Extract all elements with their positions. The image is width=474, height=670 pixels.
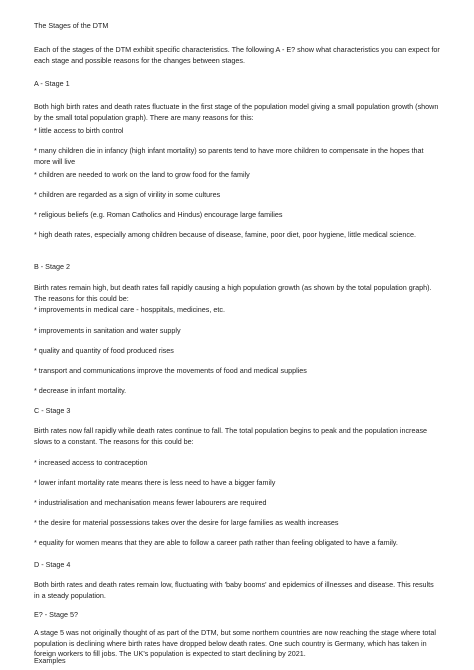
stage-d-heading: D - Stage 4 (34, 560, 71, 569)
stage-e-body: A stage 5 was not originally thought of as part of the DTM, but some northern countries are now reaching the stage where total population is declining where birth rates have dropped below death rates. One such country is Germany, which has taken in foreign workers to fill jobs. The UK's population is expected to start declining by 2021. (34, 628, 436, 659)
stage-b-point: * quality and quantity of food produced rises (34, 346, 174, 355)
stage-a-point: * children are needed to work on the land to grow food for the family (34, 170, 250, 179)
intro-paragraph: Each of the stages of the DTM exhibit specific characteristics. The following A - E? show what characteristics you can expect for each stage and possible reasons for the changes between stages. (34, 45, 440, 65)
stage-b-point: * improvements in medical care - hosppitals, medicines, etc. (34, 305, 225, 314)
stage-a-point: * little access to birth control (34, 126, 124, 135)
stage-c-point: * equality for women means that they are able to follow a career path rather than feeling obligated to have a family. (34, 538, 398, 547)
stage-a-point: * children are regarded as a sign of virility in some cultures (34, 190, 221, 199)
stage-b-point: * transport and communications improve the movements of food and medical supplies (34, 366, 307, 375)
stage-a-point: * high death rates, especially among children because of disease, famine, poor diet, poor hygiene, little medical science. (34, 230, 416, 239)
stage-b-heading: B - Stage 2 (34, 262, 70, 271)
stage-c-heading: C - Stage 3 (34, 406, 71, 415)
stage-b-point: * decrease in infant mortality. (34, 386, 127, 395)
stage-c-body: Birth rates now fall rapidly while death rates continue to fall. The total population begins to peak and the population increase slows to a constant. The reasons for this could be: (34, 426, 428, 446)
stage-a-heading: A - Stage 1 (34, 79, 70, 88)
stage-a-point: * many children die in infancy (high infant mortality) so parents tend to have more children to compensate in the hopes that more will live (34, 146, 424, 166)
stage-a-body: Both high birth rates and death rates fluctuate in the first stage of the population model giving a small population growth (shown by the small total population graph). There are many reasons for this: (34, 102, 439, 122)
document-title: The Stages of the DTM (34, 21, 109, 30)
stage-b-body: Birth rates remain high, but death rates fall rapidly causing a high population growth (as shown by the total population graph). The reasons for this could be: (34, 283, 432, 303)
stage-d-body: Both birth rates and death rates remain low, fluctuating with 'baby booms' and epidemics of illnesses and disease. This results in a steady population. (34, 580, 434, 600)
stage-b-point: * improvements in sanitation and water supply (34, 326, 181, 335)
stage-c-point: * lower infant mortality rate means there is less need to have a bigger family (34, 478, 276, 487)
stage-c-point: * industrialisation and mechanisation means fewer labourers are required (34, 498, 267, 507)
stage-a-point: * religious beliefs (e.g. Roman Catholics and Hindus) encourage large families (34, 210, 283, 219)
stage-e-heading: E? - Stage 5? (34, 610, 78, 619)
examples-heading: Examples (34, 656, 66, 665)
stage-c-point: * increased access to contraception (34, 458, 148, 467)
stage-c-point: * the desire for material possessions takes over the desire for large families as wealth increases (34, 518, 339, 527)
